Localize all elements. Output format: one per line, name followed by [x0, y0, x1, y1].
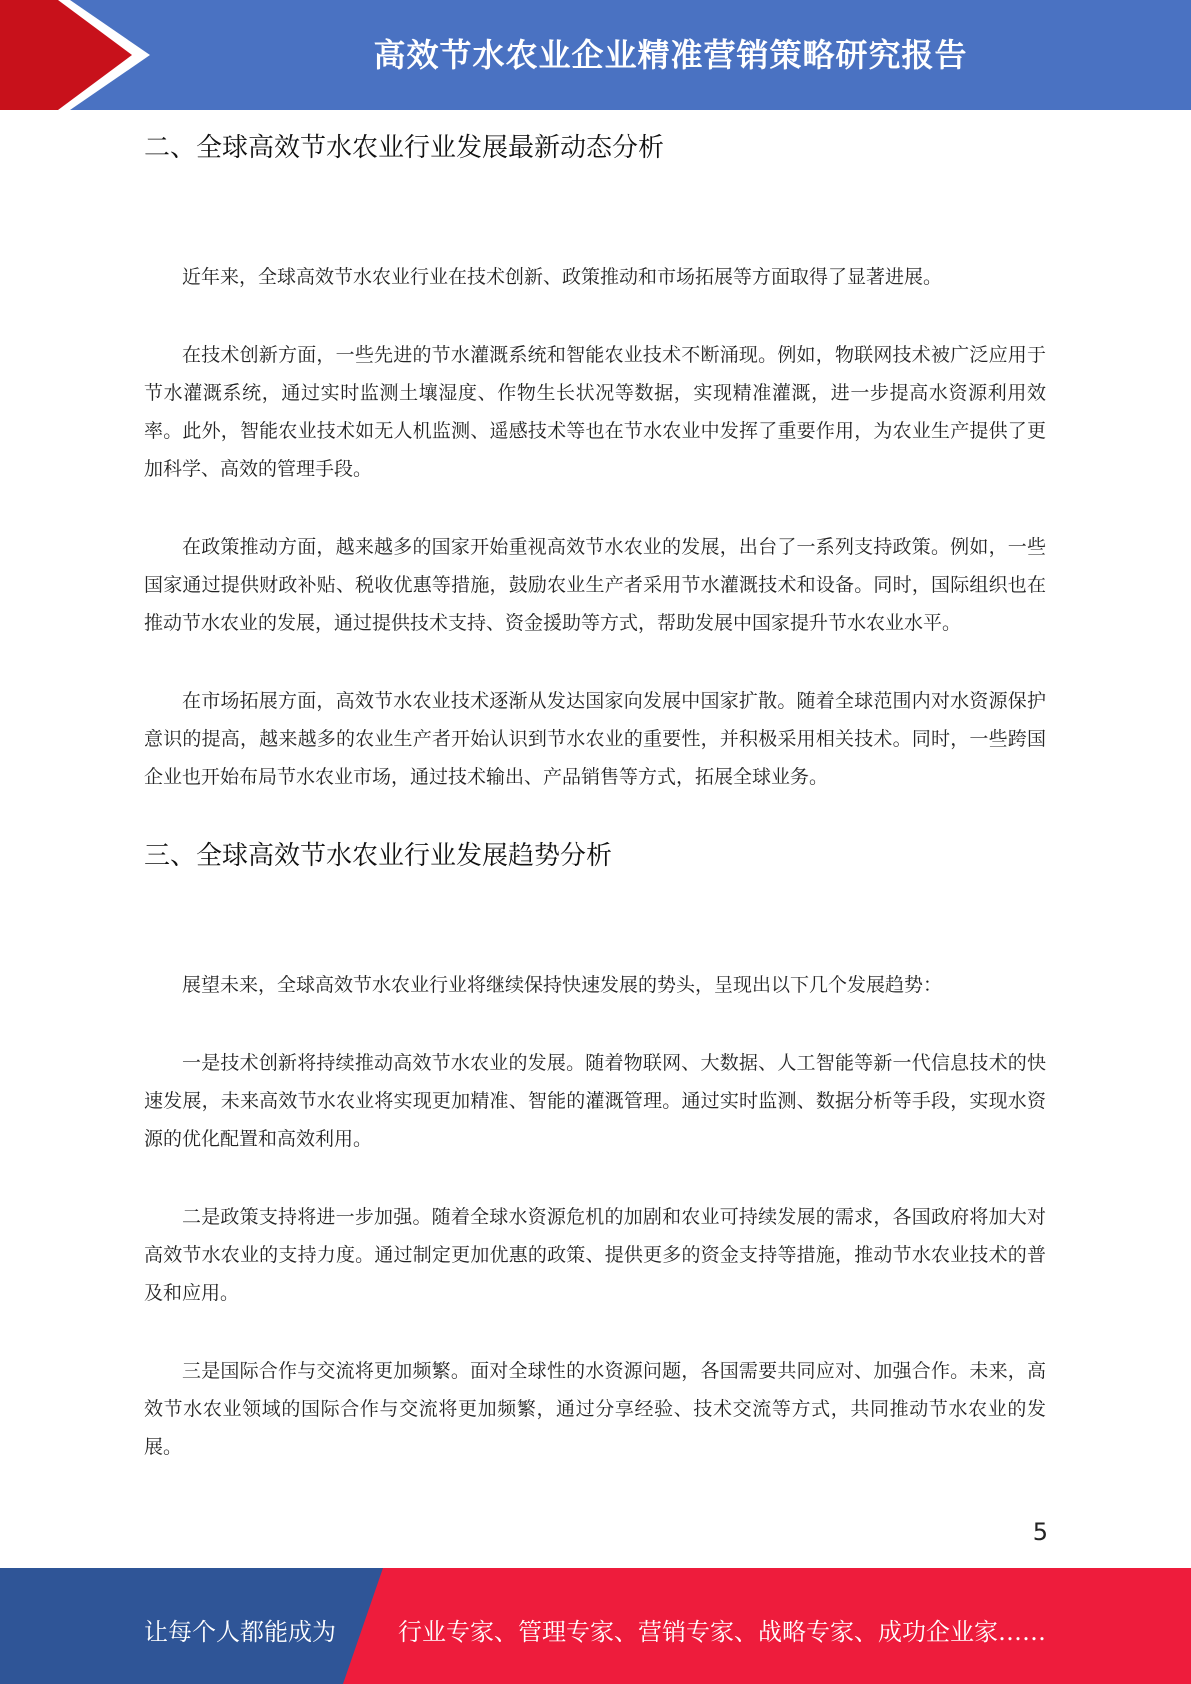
header-arrow-decoration — [0, 0, 160, 110]
paragraph: 在市场拓展方面，高效节水农业技术逐渐从发达国家向发展中国家扩散。随着全球范围内对水资源保护意识的提高，越来越多的农业生产者开始认识到节水农业的重要性，并积极采用相关技术。同时，一些跨国企业也开始布局节水农业市场，通过技术输出、产品销售等方式，拓展全球业务。 — [144, 690, 1046, 788]
paragraph: 近年来，全球高效节水农业行业在技术创新、政策推动和市场拓展等方面取得了显著进展。 — [182, 266, 943, 288]
footer-slogan-left: 让每个人都能成为 — [144, 1618, 336, 1646]
paragraph: 展望未来，全球高效节水农业行业将继续保持快速发展的势头，呈现出以下几个发展趋势： — [182, 974, 943, 996]
footer-slogan-right: 行业专家、管理专家、营销专家、战略专家、成功企业家…… — [398, 1618, 1046, 1646]
header-banner — [0, 0, 1191, 110]
page-number: 5 — [1032, 1518, 1048, 1546]
paragraph: 在技术创新方面，一些先进的节水灌溉系统和智能农业技术不断涌现。例如，物联网技术被广泛应用于节水灌溉系统，通过实时监测土壤湿度、作物生长状况等数据，实现精准灌溉，进一步提高水资源利用效率。此外，智能农业技术如无人机监测、遥感技术等也在节水农业中发挥了重要作用，为农业生产提供了更加科学、高效的管理手段。 — [144, 344, 1046, 480]
paragraph: 在政策推动方面，越来越多的国家开始重视高效节水农业的发展，出台了一系列支持政策。例如，一些国家通过提供财政补贴、税收优惠等措施，鼓励农业生产者采用节水灌溉技术和设备。同时，国际组织也在推动节水农业的发展，通过提供技术支持、资金援助等方式，帮助发展中国家提升节水农业水平。 — [144, 536, 1046, 634]
document-body — [144, 128, 1046, 1466]
section-heading-3: 三、全球高效节水农业行业发展趋势分析 — [144, 841, 613, 871]
paragraph: 二是政策支持将进一步加强。随着全球水资源危机的加剧和农业可持续发展的需求，各国政府将加大对高效节水农业的支持力度。通过制定更加优惠的政策、提供更多的资金支持等措施，推动节水农业技术的普及和应用。 — [144, 1206, 1046, 1304]
report-title: 高效节水农业企业精准营销策略研究报告 — [373, 36, 968, 74]
section-heading-2: 二、全球高效节水农业行业发展最新动态分析 — [144, 133, 665, 163]
paragraph: 三是国际合作与交流将更加频繁。面对全球性的水资源问题，各国需要共同应对、加强合作。未来，高效节水农业领域的国际合作与交流将更加频繁，通过分享经验、技术交流等方式，共同推动节水农业的发展。 — [144, 1360, 1046, 1458]
paragraph: 一是技术创新将持续推动高效节水农业的发展。随着物联网、大数据、人工智能等新一代信息技术的快速发展，未来高效节水农业将实现更加精准、智能的灌溉管理。通过实时监测、数据分析等手段，实现水资源的优化配置和高效利用。 — [144, 1052, 1046, 1150]
